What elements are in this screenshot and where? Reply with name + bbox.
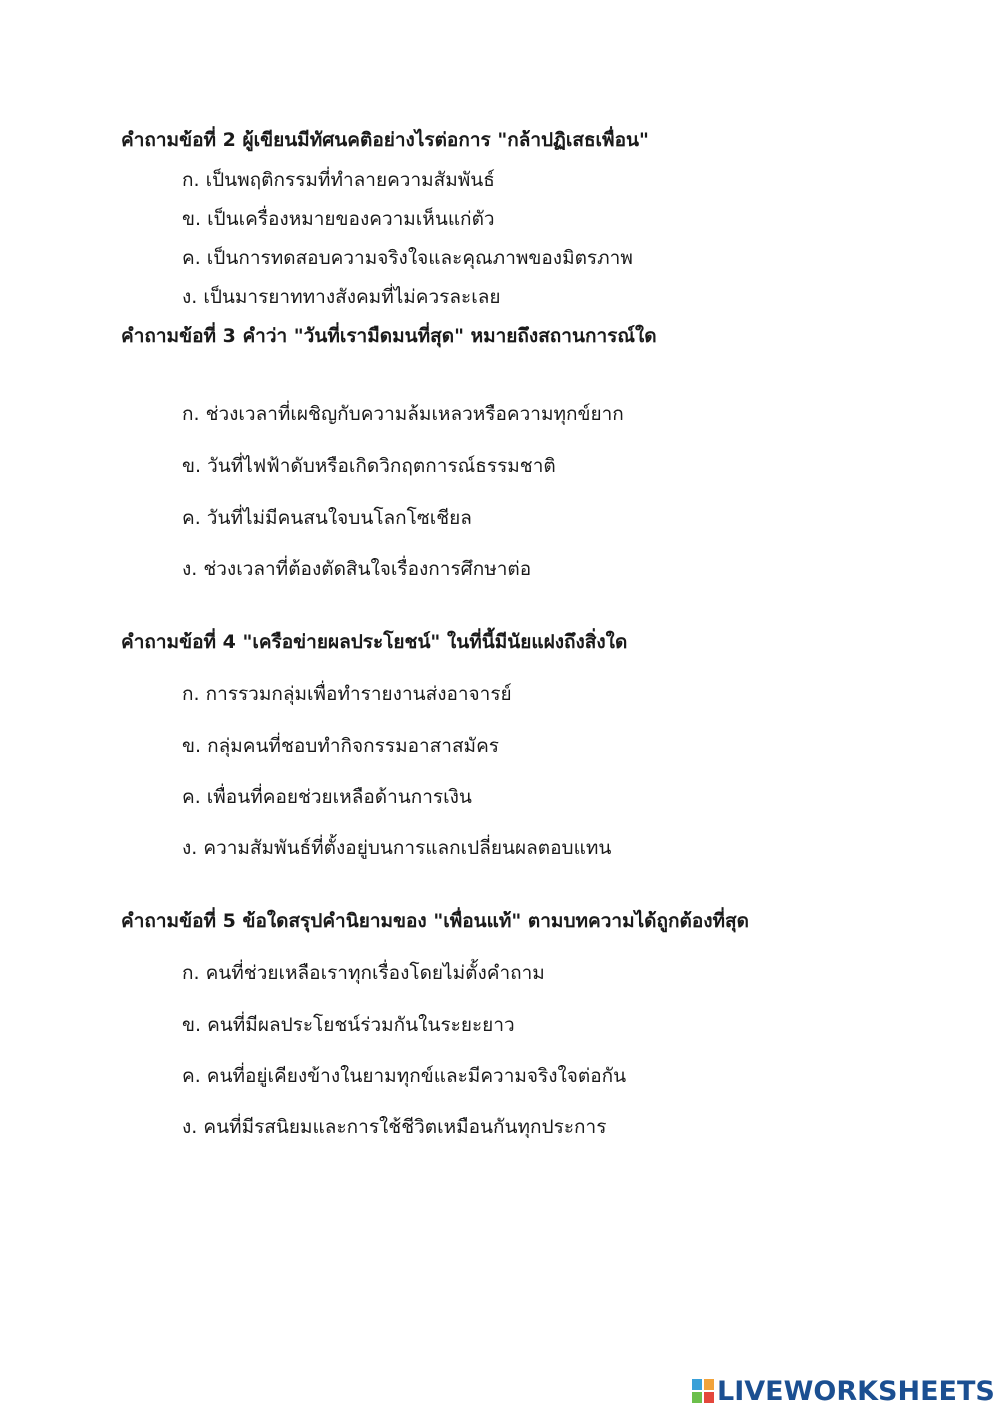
liveworksheets-logo-icon (692, 1379, 714, 1403)
question-4-option-c[interactable]: ค. เพื่อนที่คอยช่วยเหลือด้านการเงิน (182, 786, 472, 808)
brand-name: LIVEWORKSHEETS (717, 1375, 995, 1407)
question-4-option-d[interactable]: ง. ความสัมพันธ์ที่ตั้งอยู่บนการแลกเปลี่ยนผลตอบแทน (182, 837, 612, 859)
question-5-title: คำถามข้อที่ 5 ข้อใดสรุปคำนิยามของ "เพื่อนแท้" ตามบทความได้ถูกต้องที่สุด (121, 910, 749, 932)
question-2-title: คำถามข้อที่ 2 ผู้เขียนมีทัศนคติอย่างไรต่อการ "กล้าปฏิเสธเพื่อน" (121, 129, 649, 151)
question-3-option-c[interactable]: ค. วันที่ไม่มีคนสนใจบนโลกโซเชียล (182, 507, 472, 529)
question-2-option-c[interactable]: ค. เป็นการทดสอบความจริงใจและคุณภาพของมิตรภาพ (182, 247, 633, 269)
question-5-option-d[interactable]: ง. คนที่มีรสนิยมและการใช้ชีวิตเหมือนกันทุกประการ (182, 1116, 607, 1138)
question-2-option-a[interactable]: ก. เป็นพฤติกรรมที่ทำลายความสัมพันธ์ (182, 169, 495, 191)
question-5-option-a[interactable]: ก. คนที่ช่วยเหลือเราทุกเรื่องโดยไม่ตั้งคำถาม (182, 962, 545, 984)
question-3-title: คำถามข้อที่ 3 คำว่า "วันที่เรามืดมนที่สุด" หมายถึงสถานการณ์ใด (121, 325, 657, 347)
question-4-option-b[interactable]: ข. กลุ่มคนที่ชอบทำกิจกรรมอาสาสมัคร (182, 735, 499, 757)
question-3-option-d[interactable]: ง. ช่วงเวลาที่ต้องตัดสินใจเรื่องการศึกษาต่อ (182, 558, 532, 580)
question-3-option-b[interactable]: ข. วันที่ไฟฟ้าดับหรือเกิดวิกฤตการณ์ธรรมชาติ (182, 455, 556, 477)
question-4-option-a[interactable]: ก. การรวมกลุ่มเพื่อทำรายงานส่งอาจารย์ (182, 683, 512, 705)
question-5-option-b[interactable]: ข. คนที่มีผลประโยชน์ร่วมกันในระยะยาว (182, 1014, 515, 1036)
logo-square-orange (704, 1379, 714, 1390)
question-2-option-b[interactable]: ข. เป็นเครื่องหมายของความเห็นแก่ตัว (182, 208, 495, 230)
logo-square-red (704, 1392, 714, 1403)
question-5-option-c[interactable]: ค. คนที่อยู่เคียงข้างในยามทุกข์และมีความจริงใจต่อกัน (182, 1065, 627, 1087)
question-4-title: คำถามข้อที่ 4 "เครือข่ายผลประโยชน์" ในที่นี้มีนัยแฝงถึงสิ่งใด (121, 631, 628, 653)
question-3-option-a[interactable]: ก. ช่วงเวลาที่เผชิญกับความล้มเหลวหรือความทุกข์ยาก (182, 403, 624, 425)
logo-square-blue (692, 1379, 702, 1390)
question-2-option-d[interactable]: ง. เป็นมารยาททางสังคมที่ไม่ควรละเลย (182, 286, 501, 308)
logo-square-green (692, 1392, 702, 1403)
liveworksheets-logo (692, 1377, 995, 1405)
